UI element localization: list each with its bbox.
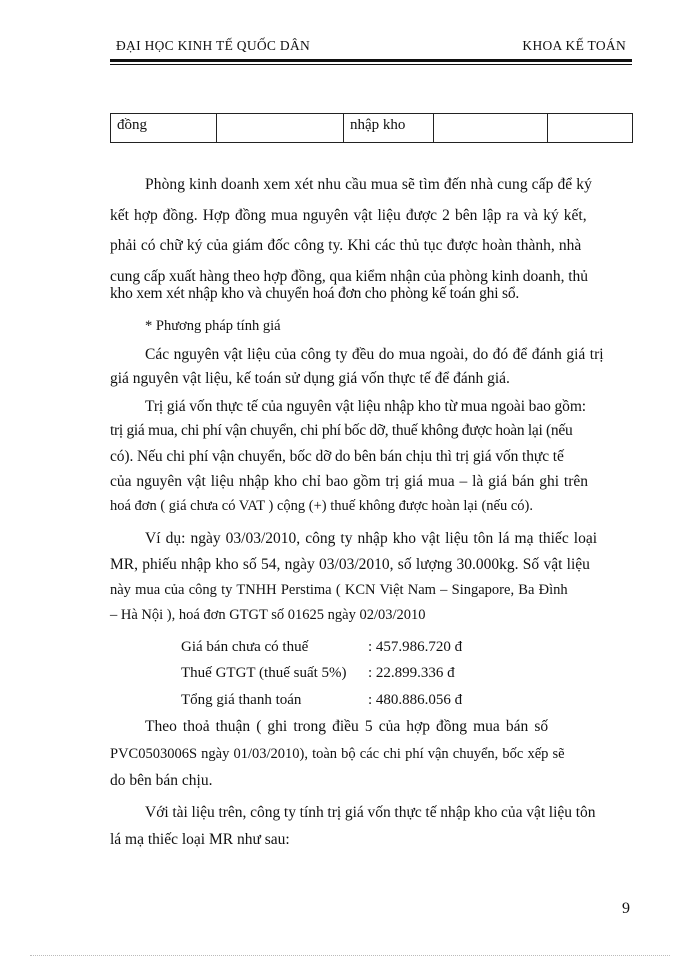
price-label: Thuế GTGT (thuế suất 5%) [181, 665, 347, 681]
body-line: Ví dụ: ngày 03/03/2010, công ty nhập kho vật liệu tôn lá mạ thiếc loại [145, 530, 598, 547]
table-fragment [110, 113, 633, 143]
table-cell: đồng [111, 114, 217, 143]
body-line: – Hà Nội ), hoá đơn GTGT số 01625 ngày 02/03/2010 [110, 607, 426, 623]
body-line: Với tài liệu trên, công ty tính trị giá vốn thực tế nhập kho của vật liệu tôn [145, 804, 596, 821]
body-line: Các nguyên vật liệu của công ty đều do mua ngoài, do đó để đánh giá trị [145, 346, 604, 363]
body-line: do bên bán chịu. [110, 772, 213, 789]
page-number: 9 [622, 900, 630, 917]
header-faculty: KHOA KẾ TOÁN [522, 38, 626, 53]
price-label: Tổng giá thanh toán [181, 692, 302, 708]
body-line: giá nguyên vật liệu, kế toán sử dụng giá vốn thực tế để đánh giá. [110, 370, 510, 387]
body-line: trị giá mua, chi phí vận chuyển, chi phí bốc dỡ, thuế không được hoàn lại (nếu [110, 422, 573, 439]
body-line: kết hợp đồng. Hợp đồng mua nguyên vật liệu được 2 bên lập ra và ký kết, [110, 207, 587, 224]
body-line: kho xem xét nhập kho và chuyển hoá đơn cho phòng kế toán ghi sổ. [110, 285, 520, 302]
price-value: : 22.899.336 đ [368, 665, 455, 681]
table-cell [434, 114, 548, 143]
table-cell [548, 114, 633, 143]
body-line: Phòng kinh doanh xem xét nhu cầu mua sẽ tìm đến nhà cung cấp để ký [145, 176, 592, 193]
body-line: cung cấp xuất hàng theo hợp đồng, qua kiểm nhận của phòng kinh doanh, thủ [110, 268, 589, 285]
body-line: của nguyên vật liệu nhập kho chỉ bao gồm trị giá mua – là giá bán ghi trên [110, 473, 588, 490]
body-line: lá mạ thiếc loại MR như sau: [110, 831, 290, 848]
header-university: ĐẠI HỌC KINH TẾ QUỐC DÂN [116, 38, 311, 53]
body-line: MR, phiếu nhập kho số 54, ngày 03/03/2010, số lượng 30.000kg. Số vật liệu [110, 556, 590, 573]
page-bottom-edge [30, 955, 670, 956]
header-rule-thick [110, 59, 632, 62]
body-line: Theo thoả thuận ( ghi trong điều 5 của hợp đồng mua bán số [145, 718, 549, 735]
table-cell: nhập kho [344, 114, 434, 143]
price-label: Giá bán chưa có thuế [181, 639, 309, 655]
body-line: hoá đơn ( giá chưa có VAT ) cộng (+) thuế không được hoàn lại (nếu có). [110, 498, 533, 514]
body-line: này mua của công ty TNHH Perstima ( KCN Việt Nam – Singapore, Ba Đình [110, 582, 568, 598]
page-header [110, 38, 632, 58]
body-line: có). Nếu chi phí vận chuyển, bốc dỡ do bên bán chịu thì trị giá vốn thực tế [110, 448, 564, 465]
body-line: PVC0503006S ngày 01/03/2010), toàn bộ các chi phí vận chuyển, bốc xếp sẽ [110, 746, 565, 762]
body-line: Trị giá vốn thực tế của nguyên vật liệu nhập kho từ mua ngoài bao gồm: [145, 398, 586, 415]
section-heading: * Phương pháp tính giá [145, 318, 281, 334]
table-row [111, 114, 633, 143]
price-value: : 457.986.720 đ [368, 639, 463, 655]
body-line: phải có chữ ký của giám đốc công ty. Khi các thủ tục được hoàn thành, nhà [110, 237, 582, 254]
table-cell [217, 114, 344, 143]
header-rule-thin [110, 64, 632, 65]
price-value: : 480.886.056 đ [368, 692, 463, 708]
